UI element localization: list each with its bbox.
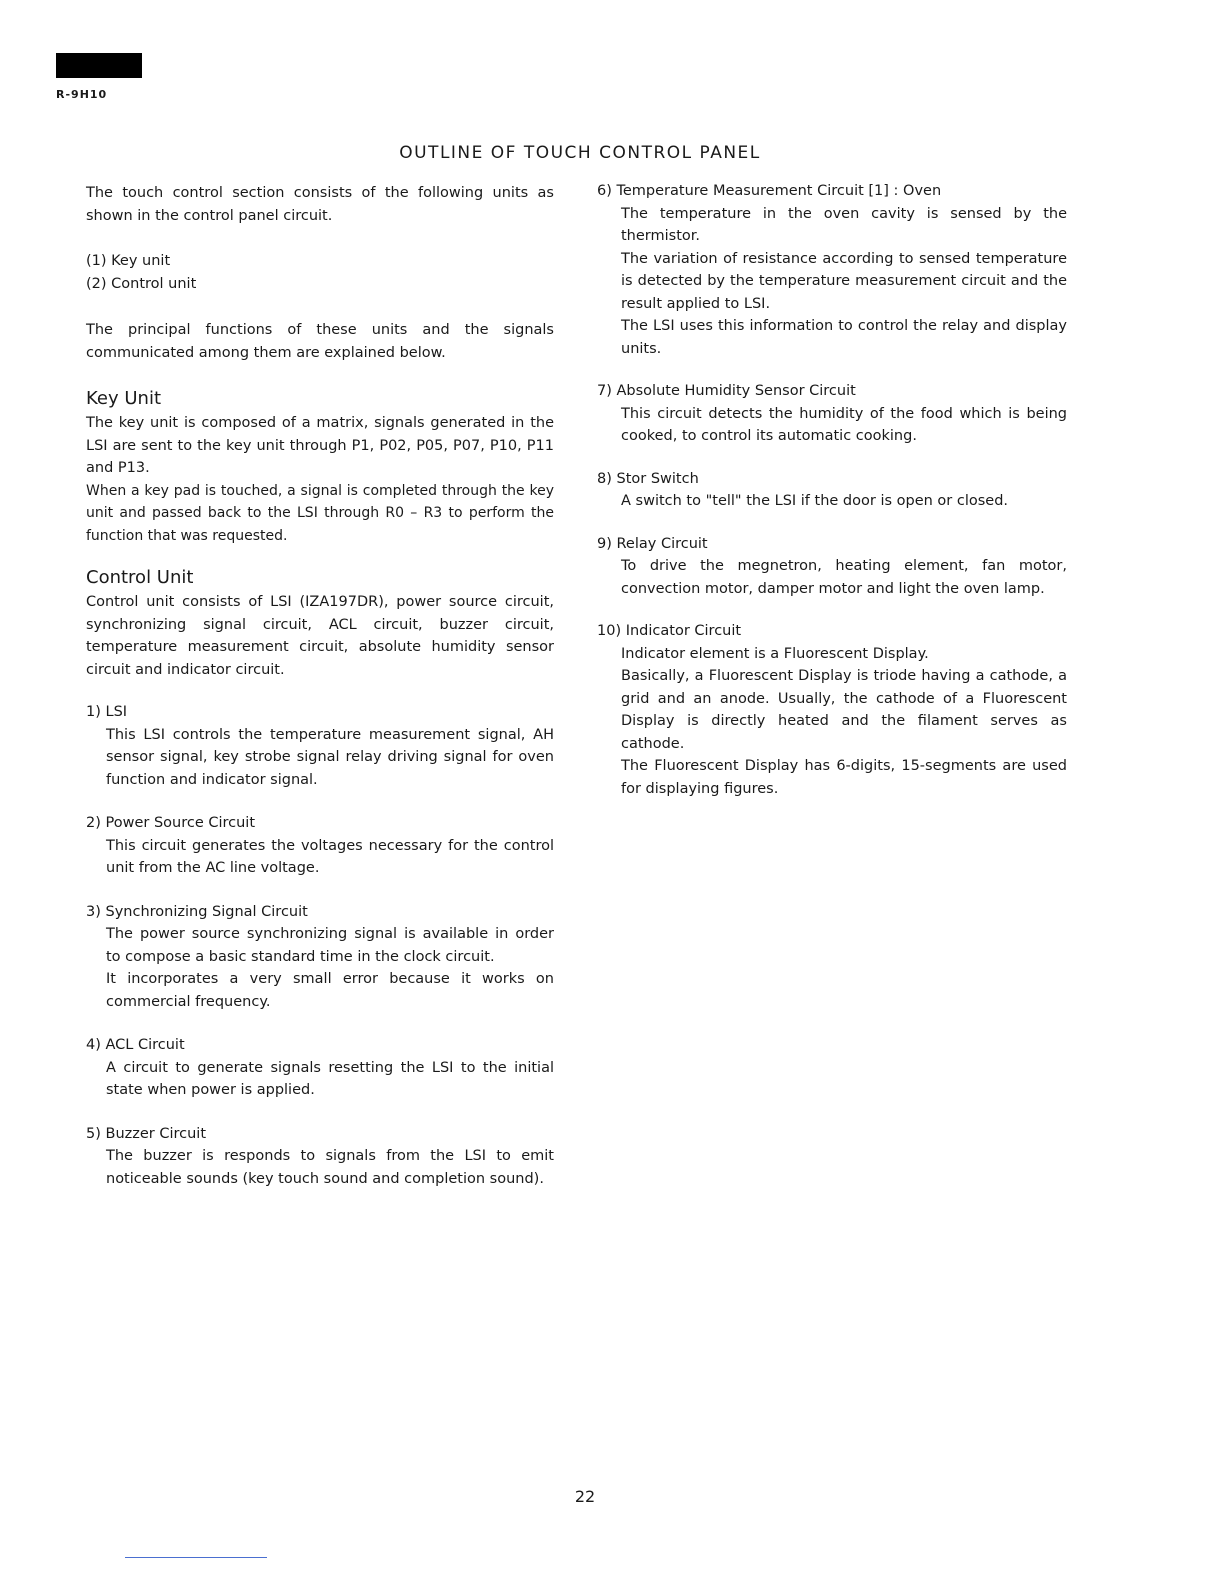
section-title: 2) Power Source Circuit (86, 815, 256, 831)
section-title: 9) Relay Circuit (597, 535, 708, 552)
section-body: To drive the megnetron, heating element, fan motor, convection motor, damper motor and light the oven lamp. (621, 558, 1067, 597)
section-title: 6) Temperature Measurement Circuit [1] : Oven (597, 183, 942, 199)
section-title: 7) Absolute Humidity Sensor Circuit (597, 383, 856, 399)
control-unit-paragraph: Control unit consists of LSI (IZA197DR), power source circuit, synchronizing signal circuit, ACL circuit, buzzer circuit, temperature measurement circuit, absolute humidity sensor circuit and indicator circuit. (86, 594, 554, 678)
model-number: R-9H10 (56, 88, 108, 101)
section-body: It incorporates a very small error because it works on commercial frequency. (106, 971, 554, 1010)
key-unit-heading: Key Unit (86, 388, 161, 409)
section-body: Indicator element is a Fluorescent Display. (621, 645, 929, 662)
section-body: This LSI controls the temperature measurement signal, AH sensor signal, key strobe signal relay driving signal for oven function and indicator signal. (106, 726, 554, 788)
section-body: A circuit to generate signals resetting the LSI to the initial state when power is applied. (106, 1059, 554, 1098)
section-body: A switch to "tell" the LSI if the door is open or closed. (621, 493, 1009, 509)
header-black-bar (56, 53, 142, 78)
section-stor-switch (597, 468, 1067, 513)
section-body: This circuit generates the voltages necessary for the control unit from the AC line voltage. (106, 837, 554, 876)
section-title: 5) Buzzer Circuit (86, 1125, 207, 1142)
section-title: 4) ACL Circuit (86, 1037, 185, 1053)
section-relay (597, 533, 1067, 601)
section-temperature-measurement (597, 180, 1067, 360)
section-synchronizing (86, 901, 554, 1014)
section-body: Basically, a Fluorescent Display is triode having a cathode, a grid and an anode. Usually, the cathode of a Fluorescent Display is directly heated and the filament serves as cathode. (621, 668, 1067, 752)
intro-closing: The principal functions of these units and the signals communicated among them are explained below. (86, 322, 554, 361)
section-power-source (86, 812, 554, 880)
unit-list (86, 250, 554, 296)
section-body: The LSI uses this information to control the relay and display units. (621, 318, 1067, 357)
section-acl (86, 1034, 554, 1102)
page-title: OUTLINE OF TOUCH CONTROL PANEL (399, 143, 761, 163)
page-number: 22 (574, 1487, 596, 1506)
section-body: The temperature in the oven cavity is sensed by the thermistor. (621, 205, 1067, 244)
section-buzzer (86, 1123, 554, 1191)
section-body: The variation of resistance according to sensed temperature is detected by the temperature measurement circuit and the result applied to LSI. (621, 250, 1067, 312)
section-body: The buzzer is responds to signals from the LSI to emit noticeable sounds (key touch sound and completion sound). (106, 1148, 554, 1187)
section-indicator (597, 620, 1067, 800)
right-column (597, 180, 1067, 820)
section-title: 3) Synchronizing Signal Circuit (86, 903, 308, 920)
scan-artifact-line (125, 1557, 267, 1558)
section-body: The power source synchronizing signal is available in order to compose a basic standard time in the clock circuit. (106, 926, 554, 965)
section-humidity-sensor (597, 380, 1067, 448)
section-title: 10) Indicator Circuit (597, 623, 742, 639)
control-unit-heading: Control Unit (86, 567, 194, 588)
section-lsi (86, 701, 554, 791)
key-unit-paragraph-2: When a key pad is touched, a signal is completed through the key unit and passed back to the LSI through R0 – R3 to perform the function that was requested. (86, 482, 554, 544)
unit-list-item: (2) Control unit (86, 276, 197, 292)
section-body: This circuit detects the humidity of the food which is being cooked, to control its automatic cooking. (621, 405, 1067, 444)
key-unit-paragraph-1: The key unit is composed of a matrix, signals generated in the LSI are sent to the key unit through P1, P02, P05, P07, P10, P11 and P13. (86, 415, 554, 476)
intro-text: The touch control section consists of the following units as shown in the control panel circuit. (86, 185, 554, 224)
section-title: 8) Stor Switch (597, 470, 699, 487)
section-body: The Fluorescent Display has 6-digits, 15-segments are used for displaying figures. (621, 758, 1067, 797)
left-column (86, 182, 554, 1211)
section-title: 1) LSI (86, 704, 128, 720)
unit-list-item: (1) Key unit (86, 253, 171, 269)
